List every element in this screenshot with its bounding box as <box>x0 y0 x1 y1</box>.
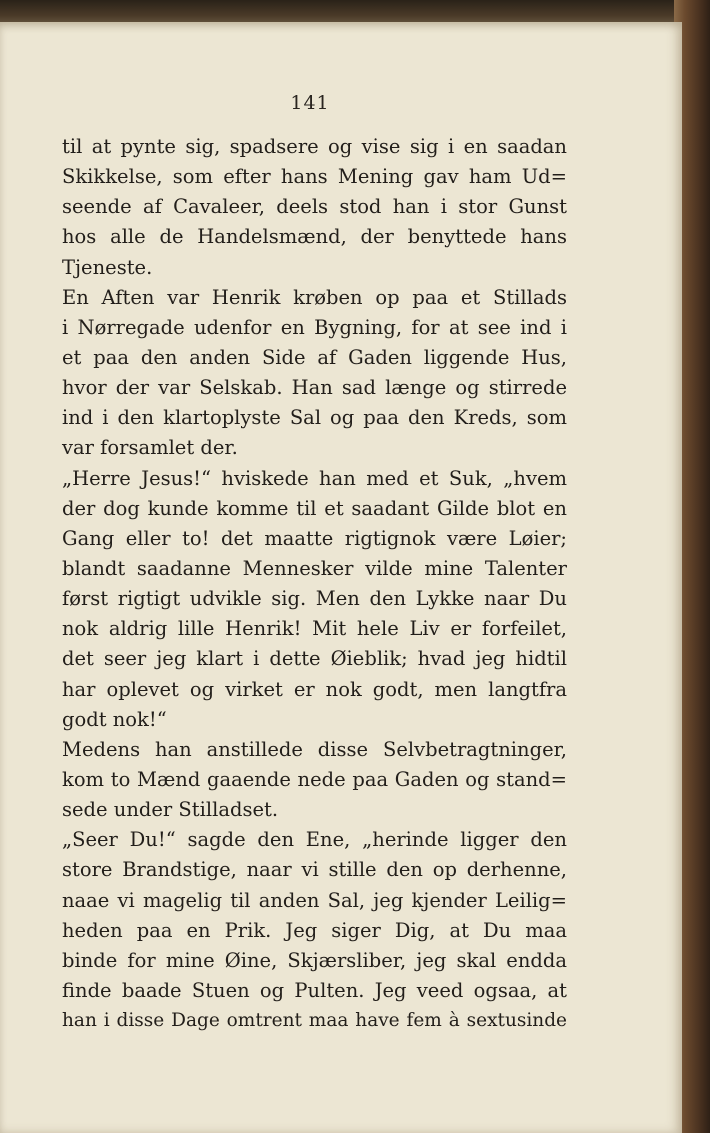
text-line: var forsamlet der. <box>62 436 238 460</box>
text-line: godt nok!“ <box>62 707 167 731</box>
body-text <box>62 132 567 1036</box>
text-line: finde baade Stuen og Pulten. Jeg veed ogsaa, at <box>62 978 567 1002</box>
text-line: Skikkelse, som efter hans Mening gav ham Ud= <box>62 165 567 189</box>
text-line: Gang eller to! det maatte rigtignok være Løier; <box>62 526 567 550</box>
text-line: blandt saadanne Mennesker vilde mine Talenter <box>62 556 567 580</box>
text-line: heden paa en Prik. Jeg siger Dig, at Du maa <box>62 918 567 942</box>
text-line: ind i den klartoplyste Sal og paa den Kreds, som <box>62 406 567 430</box>
text-line: En Aften var Henrik krøben op paa et Stillads <box>62 285 567 309</box>
text-line: store Brandstige, naar vi stille den op derhenne, <box>62 858 567 882</box>
text-line: „Seer Du!“ sagde den Ene, „herinde ligger den <box>62 828 567 852</box>
text-line: Medens han anstillede disse Selvbetragtninger, <box>62 737 567 761</box>
text-line: han i disse Dage omtrent maa have fem à sextusinde <box>62 1010 567 1032</box>
text-line: hos alle de Handelsmænd, der benyttede hans <box>62 225 567 249</box>
text-line: seende af Cavaleer, deels stod han i stor Gunst <box>62 195 567 219</box>
text-line: først rigtigt udvikle sig. Men den Lykke naar Du <box>62 587 567 611</box>
text-line: nok aldrig lille Henrik! Mit hele Liv er forfeilet, <box>62 617 567 641</box>
text-line: „Herre Jesus!“ hviskede han med et Suk, „hvem <box>62 466 567 490</box>
text-line: det seer jeg klart i dette Øieblik; hvad jeg hidtil <box>62 647 567 671</box>
text-line: binde for mine Øine, Skjærsliber, jeg skal endda <box>62 948 567 972</box>
text-line: sede under Stilladset. <box>62 798 279 822</box>
text-line: hvor der var Selskab. Han sad længe og stirrede <box>62 376 567 400</box>
text-line: der dog kunde komme til et saadant Gilde blot en <box>62 496 567 520</box>
text-line: i Nørregade udenfor en Bygning, for at see ind i <box>62 315 567 339</box>
text-line: har oplevet og virket er nok godt, men langtfra <box>62 677 567 701</box>
text-line: kom to Mænd gaaende nede paa Gaden og stand= <box>62 767 567 791</box>
text-line: til at pynte sig, spadsere og vise sig i en saadan <box>62 135 567 158</box>
page-number: 141 <box>290 92 330 114</box>
text-line: et paa den anden Side af Gaden liggende Hus, <box>62 345 567 369</box>
book-page <box>0 22 682 1133</box>
text-line: naae vi magelig til anden Sal, jeg kjender Leilig= <box>62 888 567 912</box>
text-line: Tjeneste. <box>62 255 153 279</box>
